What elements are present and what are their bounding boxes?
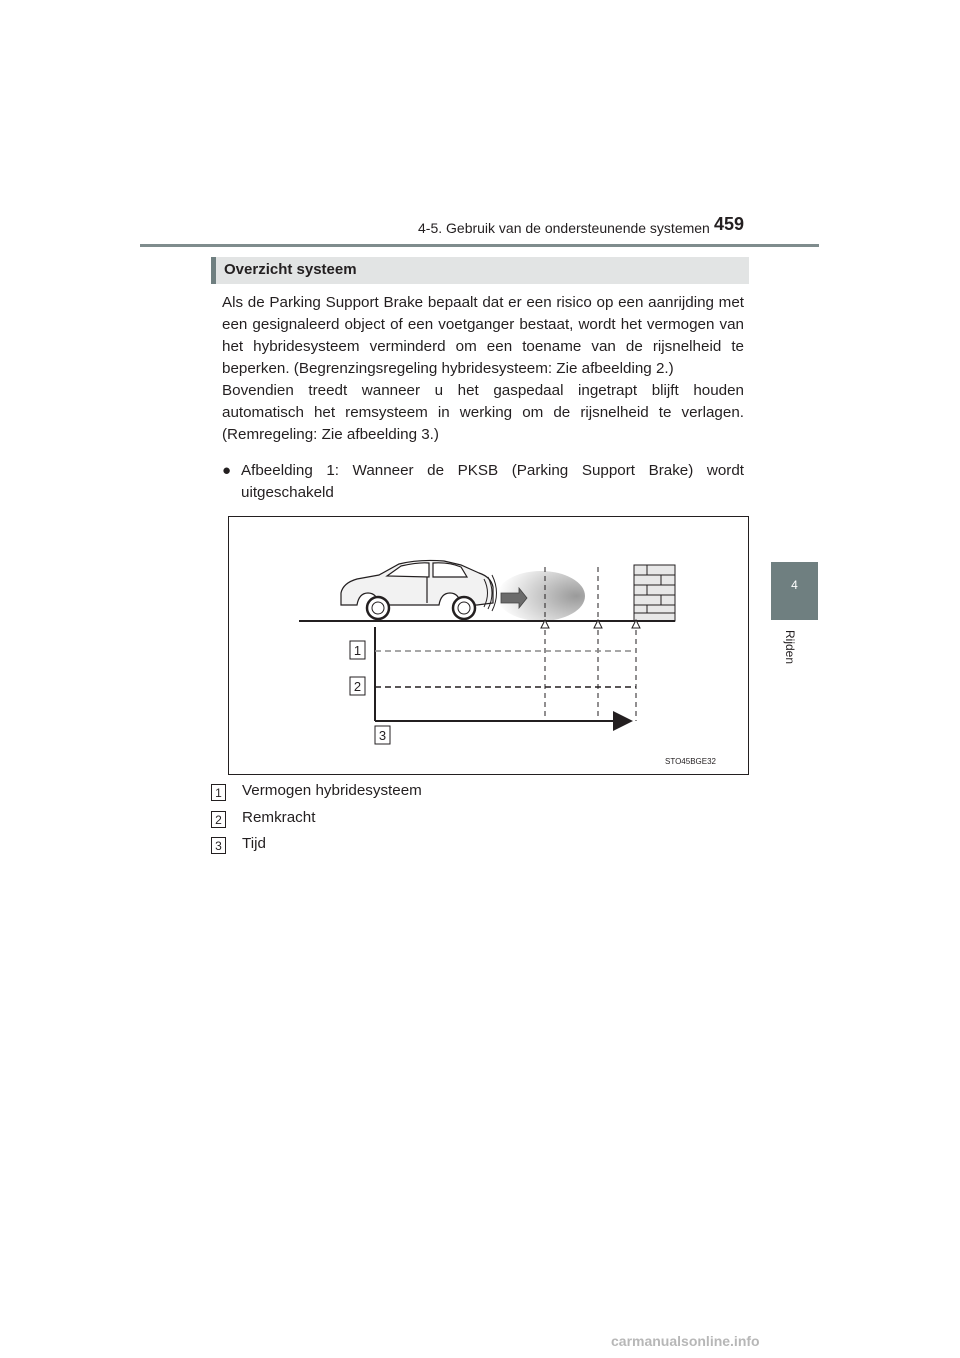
page-number: 459 (714, 214, 745, 234)
bullet-icon: ● (222, 462, 232, 479)
figure-code: STO45BGE32 (665, 757, 716, 766)
chapter-side-tab (771, 562, 818, 620)
paragraph: Als de Parking Support Brake bepaalt dat er een risico op een aanrijding met een gesignaleerd object of een voetganger bestaat, wordt het vermogen van het hybridesysteem verminderd om een toename van de rijsnelheid te beperken. (Begrenzingsregeling hybridesysteem: Zie afbeelding 2.) (222, 294, 744, 377)
chapter-number: 4 (791, 578, 798, 592)
section-title-accent (211, 257, 216, 284)
svg-text:2: 2 (353, 679, 362, 694)
figure-illustration (228, 516, 749, 775)
legend-label: Remkracht (242, 809, 316, 826)
header-section-title: 4-5. Gebruik van de ondersteunende systemen (418, 220, 710, 236)
bullet-text: Afbeelding 1: Wanneer de PKSB (Parking Support Brake) wordt uitgeschakeld (241, 462, 744, 501)
pksb-diagram (229, 517, 748, 774)
callout-badge (350, 677, 365, 695)
wall-icon (634, 565, 675, 621)
header-rule (140, 244, 819, 247)
legend-badge: 3 (211, 837, 226, 854)
svg-text:3: 3 (378, 728, 387, 743)
legend-label: Tijd (242, 835, 266, 852)
callout-badge (375, 726, 390, 744)
legend-label: Vermogen hybridesysteem (242, 782, 422, 799)
paragraph: Bovendien treedt wanneer u het gaspedaal ingetrapt blijft houden automatisch het remsysteem in werking om de rijsnelheid te verlagen. (Remregeling: Zie afbeelding 3.) (222, 382, 744, 443)
section-title: Overzicht systeem (224, 261, 357, 278)
callout-badge (350, 641, 365, 659)
body-text (222, 292, 744, 446)
legend-badge: 2 (211, 811, 226, 828)
section-title-bar (211, 257, 749, 284)
legend-badge: 1 (211, 784, 226, 801)
car-wheel-icon (367, 597, 389, 619)
chapter-label: Rijden (783, 630, 797, 665)
car-wheel-icon (453, 597, 475, 619)
watermark: carmanualsonline.info (611, 1333, 760, 1349)
svg-text:1: 1 (353, 643, 362, 658)
